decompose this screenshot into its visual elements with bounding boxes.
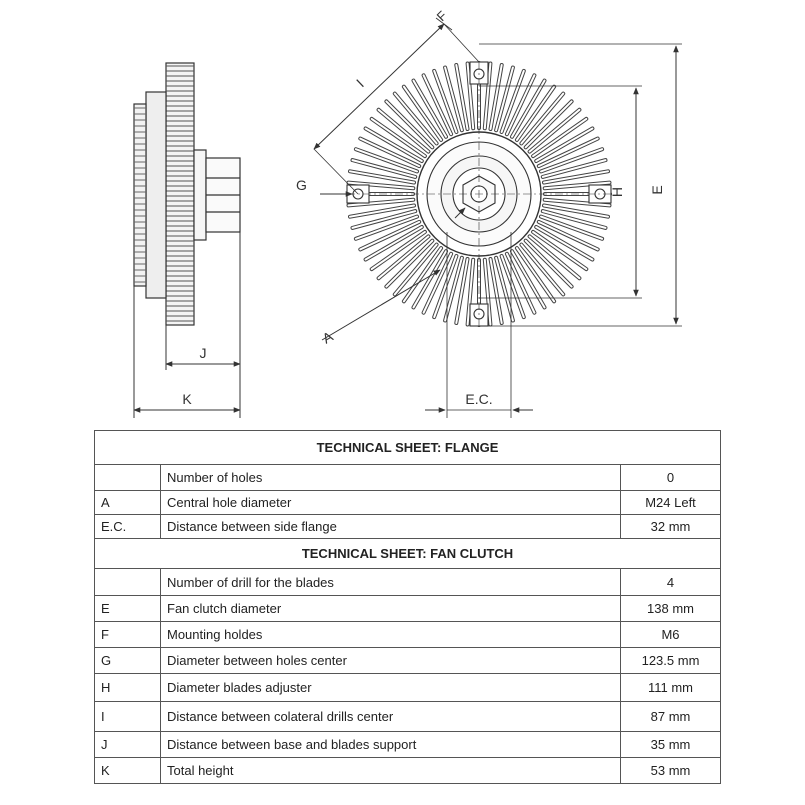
dim-label-g: G <box>296 177 307 193</box>
flange-header-row <box>95 431 721 465</box>
table-row <box>95 702 721 732</box>
row-description: Fan clutch diameter <box>161 596 621 622</box>
row-value: 123.5 mm <box>621 648 721 674</box>
row-code: E.C. <box>95 515 161 539</box>
dim-label-e: E <box>649 185 665 195</box>
row-description: Total height <box>161 758 621 784</box>
row-code: H <box>95 674 161 702</box>
table-row <box>95 596 721 622</box>
row-value: 111 mm <box>621 674 721 702</box>
table-row <box>95 648 721 674</box>
table-row <box>95 515 721 539</box>
row-code <box>95 465 161 491</box>
row-value: M6 <box>621 622 721 648</box>
table-row <box>95 758 721 784</box>
row-code: K <box>95 758 161 784</box>
table-row <box>95 569 721 596</box>
row-value: 32 mm <box>621 515 721 539</box>
table-row <box>95 732 721 758</box>
row-value: 138 mm <box>621 596 721 622</box>
row-code: E <box>95 596 161 622</box>
table-row <box>95 622 721 648</box>
row-description: Distance between colateral drills center <box>161 702 621 732</box>
row-value: 4 <box>621 569 721 596</box>
table-row <box>95 465 721 491</box>
row-code: F <box>95 622 161 648</box>
row-code: J <box>95 732 161 758</box>
technical-sheet-table <box>94 430 721 784</box>
dim-label-h: H <box>609 186 625 198</box>
row-code: I <box>95 702 161 732</box>
row-description: Distance between side flange <box>161 515 621 539</box>
dim-label-k: K <box>182 391 192 407</box>
fan-clutch-header-row <box>95 539 721 569</box>
side-view <box>134 63 240 418</box>
row-value: 53 mm <box>621 758 721 784</box>
dim-label-a: A <box>319 328 336 347</box>
table-row <box>95 491 721 515</box>
row-code <box>95 569 161 596</box>
row-code: G <box>95 648 161 674</box>
table-row <box>95 674 721 702</box>
fan-clutch-title: TECHNICAL SHEET: FAN CLUTCH <box>95 539 721 569</box>
row-description: Number of drill for the blades <box>161 569 621 596</box>
row-value: M24 Left <box>621 491 721 515</box>
flange-title: TECHNICAL SHEET: FLANGE <box>95 431 721 465</box>
row-code: A <box>95 491 161 515</box>
row-value: 0 <box>621 465 721 491</box>
row-description: Number of holes <box>161 465 621 491</box>
row-value: 35 mm <box>621 732 721 758</box>
front-view <box>314 18 682 418</box>
row-description: Central hole diameter <box>161 491 621 515</box>
row-description: Diameter between holes center <box>161 648 621 674</box>
dim-label-ec: E.C. <box>465 391 493 407</box>
dim-label-j: J <box>199 345 207 361</box>
row-description: Mounting holdes <box>161 622 621 648</box>
row-value: 87 mm <box>621 702 721 732</box>
dim-label-i: I <box>352 75 367 91</box>
row-description: Distance between base and blades support <box>161 732 621 758</box>
dim-label-f: F <box>433 7 450 25</box>
row-description: Diameter blades adjuster <box>161 674 621 702</box>
